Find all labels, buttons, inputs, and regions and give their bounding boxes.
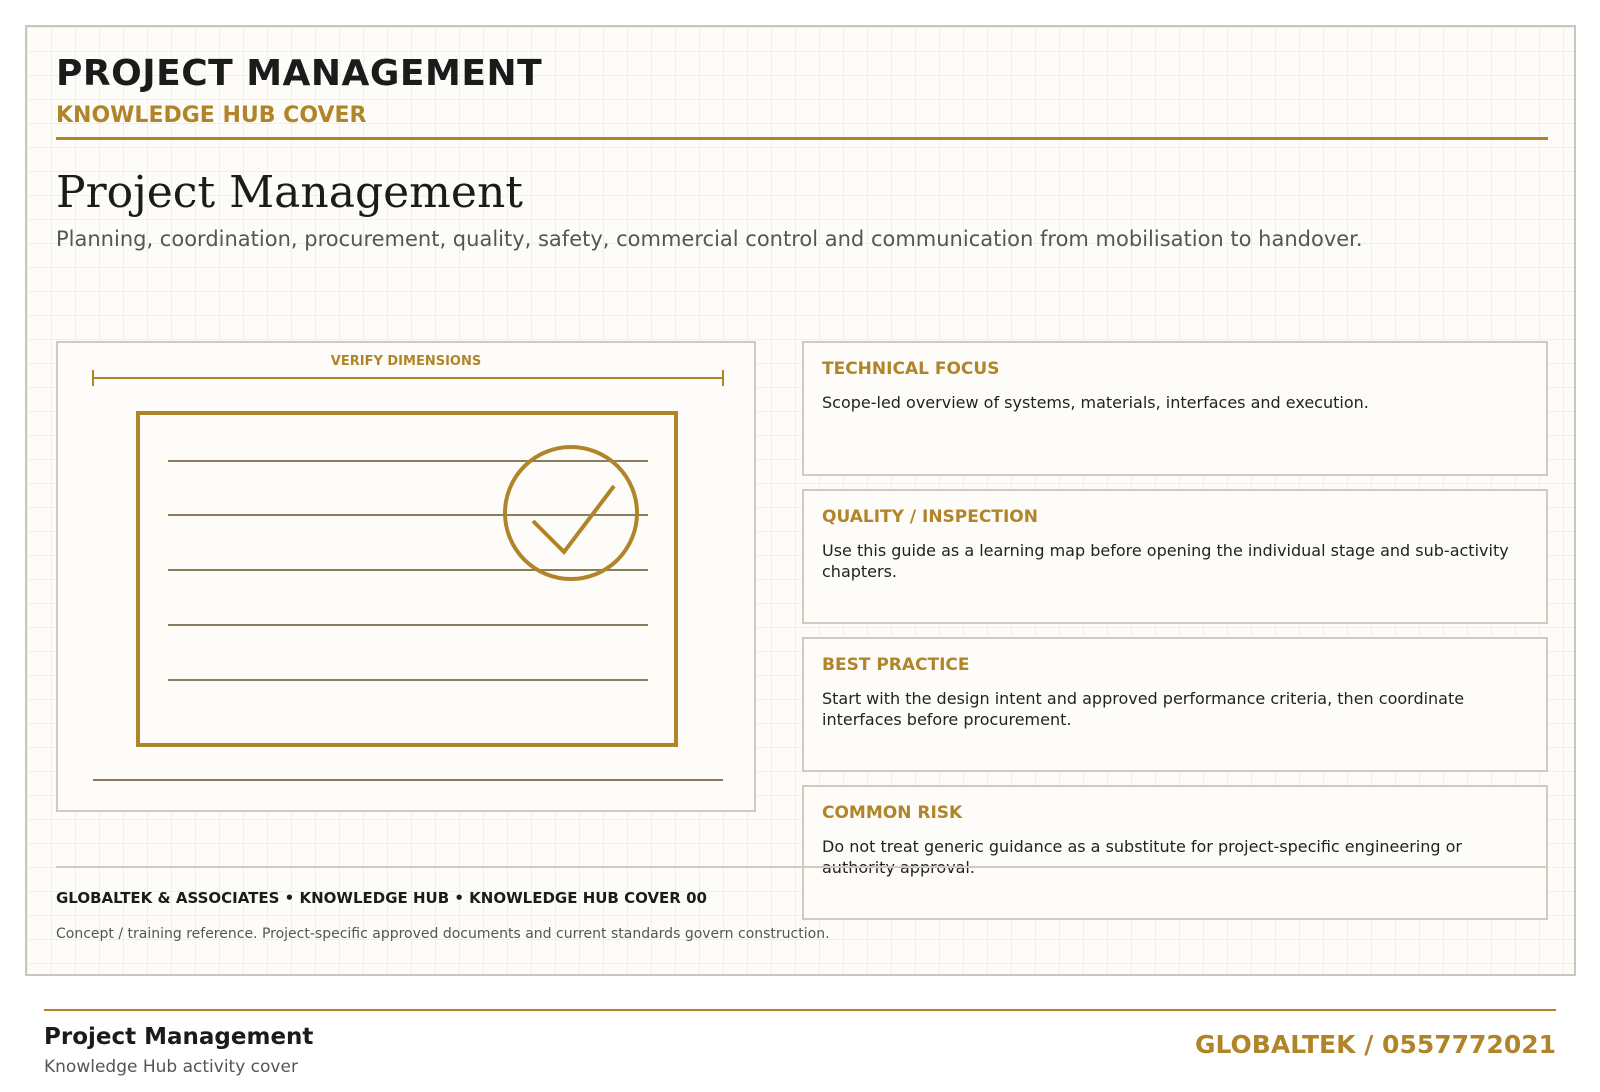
card-body: Scope-led overview of systems, materials, interfaces and execution. bbox=[822, 393, 1369, 412]
dimension-line-icon bbox=[93, 370, 723, 386]
card-best-practice bbox=[802, 637, 1548, 772]
card-body: Start with the design intent and approved performance criteria, then coordinate interfaces before procurement. bbox=[822, 689, 1465, 729]
header-divider bbox=[56, 137, 1548, 140]
header-subtitle: KNOWLEDGE HUB COVER bbox=[56, 103, 367, 128]
card-technical-focus bbox=[802, 341, 1548, 476]
card-heading: COMMON RISK bbox=[822, 803, 963, 823]
footer-disclaimer: Concept / training reference. Project-specific approved documents and current standards govern construction. bbox=[56, 926, 830, 942]
page-title: Project Management bbox=[56, 167, 523, 218]
check-circle-icon bbox=[505, 447, 637, 579]
document-frame-icon bbox=[138, 413, 676, 745]
card-heading: TECHNICAL FOCUS bbox=[822, 359, 1000, 379]
card-heading: QUALITY / INSPECTION bbox=[822, 507, 1038, 527]
document-lines-icon bbox=[168, 461, 648, 680]
card-body: Use this guide as a learning map before opening the individual stage and sub-activity chapters. bbox=[822, 541, 1509, 581]
card-common-risk bbox=[802, 785, 1548, 920]
illustration-panel bbox=[56, 341, 756, 812]
card-quality-inspection bbox=[802, 489, 1548, 624]
card-heading: BEST PRACTICE bbox=[822, 655, 970, 675]
bottom-subtitle: Knowledge Hub activity cover bbox=[44, 1057, 298, 1077]
footer-credits: GLOBALTEK & ASSOCIATES • KNOWLEDGE HUB • KNOWLEDGE HUB COVER 00 bbox=[56, 889, 707, 907]
dimension-label: VERIFY DIMENSIONS bbox=[330, 354, 482, 369]
header-title: PROJECT MANAGEMENT bbox=[56, 53, 543, 94]
bottom-divider bbox=[44, 1009, 1556, 1011]
bottom-brand-contact: GLOBALTEK / 0557772021 bbox=[1195, 1030, 1556, 1059]
cover-sheet bbox=[25, 25, 1576, 976]
bottom-title: Project Management bbox=[44, 1024, 314, 1050]
page-description: Planning, coordination, procurement, quality, safety, commercial control and communication from mobilisation to handover. bbox=[56, 227, 1363, 251]
document-check-illustration bbox=[58, 343, 758, 814]
card-body: Do not treat generic guidance as a substitute for project-specific engineering or bbox=[822, 837, 1462, 856]
footer-divider bbox=[56, 866, 1548, 868]
